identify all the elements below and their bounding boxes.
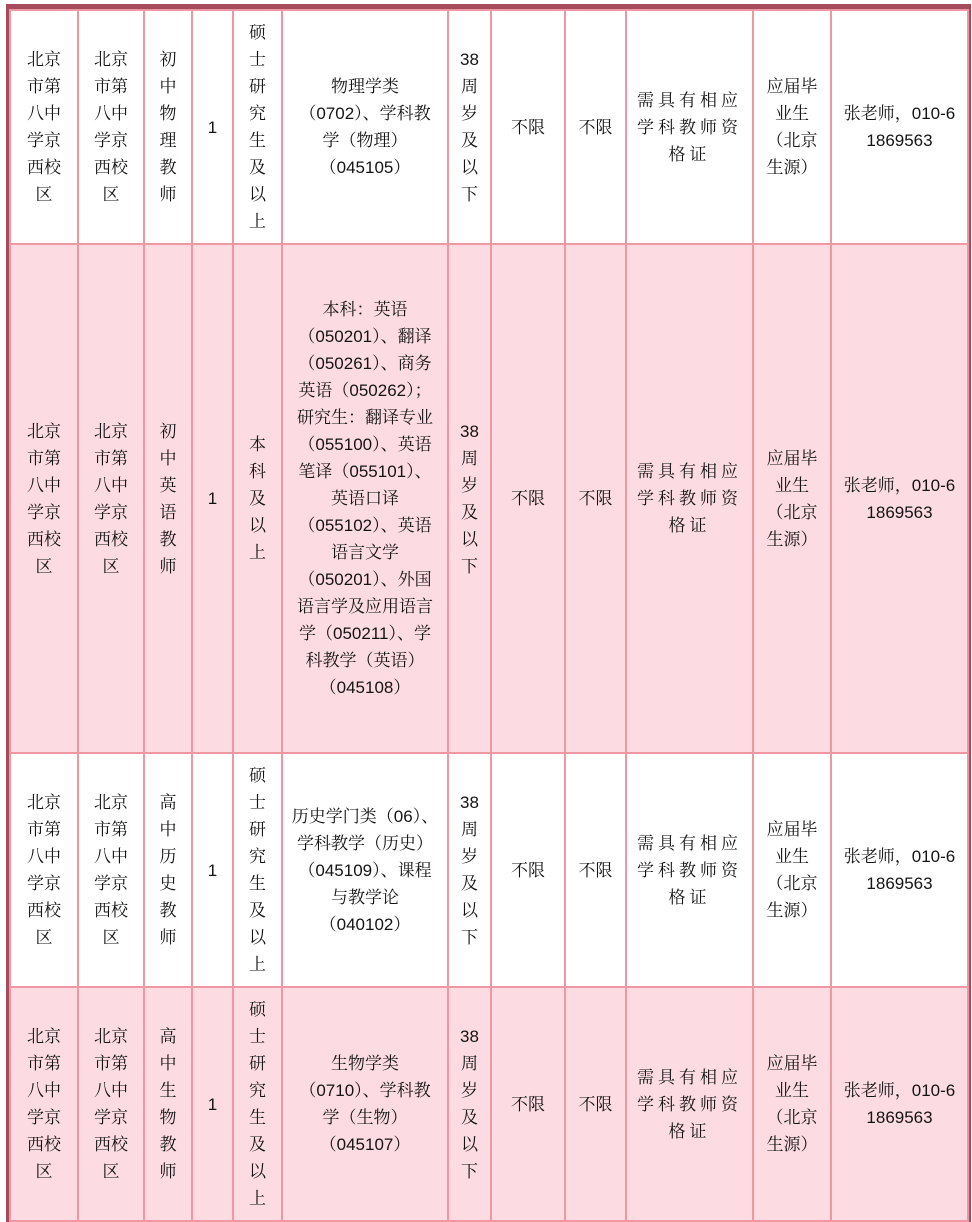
cell-school: 北京市第八中学京西校区	[10, 244, 78, 753]
cell-age: 38周岁及以下	[448, 244, 491, 753]
cell-source: 应届毕业生（北京生源）	[753, 987, 831, 1221]
cell-org: 北京市第八中学京西校区	[78, 244, 144, 753]
cell-org: 北京市第八中学京西校区	[78, 987, 144, 1221]
cell-education: 本科及以上	[233, 244, 282, 753]
recruitment-table-frame	[6, 4, 971, 1222]
cell-certificate: 需具有相应学科教师资格证	[626, 987, 753, 1221]
cell-position: 高中生物教师	[144, 987, 192, 1221]
cell-org: 北京市第八中学京西校区	[78, 753, 144, 987]
cell-age: 38周岁及以下	[448, 10, 491, 244]
cell-school: 北京市第八中学京西校区	[10, 10, 78, 244]
cell-education: 硕士研究生及以上	[233, 10, 282, 244]
cell-education: 硕士研究生及以上	[233, 987, 282, 1221]
cell-source: 应届毕业生（北京生源）	[753, 244, 831, 753]
cell-major: 物理学类（0702）、学科教学（物理）（045105）	[282, 10, 448, 244]
recruitment-table	[9, 9, 969, 1222]
cell-limit-b: 不限	[565, 753, 626, 987]
cell-limit-b: 不限	[565, 244, 626, 753]
cell-contact: 张老师，010-61869563	[831, 753, 968, 987]
cell-contact: 张老师，010-61869563	[831, 10, 968, 244]
cell-major: 本科：英语（050201）、翻译（050261）、商务英语（050262）；研究生：翻译专业（055100）、英语笔译（055101）、英语口译（055102）、英语语言文学（050201）、外国语言学及应用语言学（050211）、学科教学（英语）（045108）	[282, 244, 448, 753]
cell-major: 生物学类（0710）、学科教学（生物）（045107）	[282, 987, 448, 1221]
cell-headcount: 1	[192, 244, 233, 753]
cell-headcount: 1	[192, 753, 233, 987]
cell-source: 应届毕业生（北京生源）	[753, 10, 831, 244]
cell-certificate: 需具有相应学科教师资格证	[626, 244, 753, 753]
cell-limit-b: 不限	[565, 987, 626, 1221]
cell-limit-a: 不限	[491, 753, 565, 987]
cell-certificate: 需具有相应学科教师资格证	[626, 753, 753, 987]
cell-position: 初中物理教师	[144, 10, 192, 244]
cell-headcount: 1	[192, 10, 233, 244]
cell-age: 38周岁及以下	[448, 987, 491, 1221]
cell-limit-a: 不限	[491, 10, 565, 244]
cell-age: 38周岁及以下	[448, 753, 491, 987]
cell-school: 北京市第八中学京西校区	[10, 753, 78, 987]
cell-limit-a: 不限	[491, 244, 565, 753]
cell-major: 历史学门类（06）、学科教学（历史）（045109）、课程与教学论（040102）	[282, 753, 448, 987]
cell-headcount: 1	[192, 987, 233, 1221]
table-row	[10, 10, 968, 244]
table-row	[10, 987, 968, 1221]
table-row	[10, 244, 968, 753]
cell-position: 初中英语教师	[144, 244, 192, 753]
cell-limit-b: 不限	[565, 10, 626, 244]
cell-certificate: 需具有相应学科教师资格证	[626, 10, 753, 244]
table-body	[10, 10, 968, 1221]
table-row	[10, 753, 968, 987]
cell-source: 应届毕业生（北京生源）	[753, 753, 831, 987]
cell-education: 硕士研究生及以上	[233, 753, 282, 987]
cell-contact: 张老师，010-61869563	[831, 987, 968, 1221]
cell-school: 北京市第八中学京西校区	[10, 987, 78, 1221]
cell-limit-a: 不限	[491, 987, 565, 1221]
cell-org: 北京市第八中学京西校区	[78, 10, 144, 244]
cell-contact: 张老师，010-61869563	[831, 244, 968, 753]
cell-position: 高中历史教师	[144, 753, 192, 987]
